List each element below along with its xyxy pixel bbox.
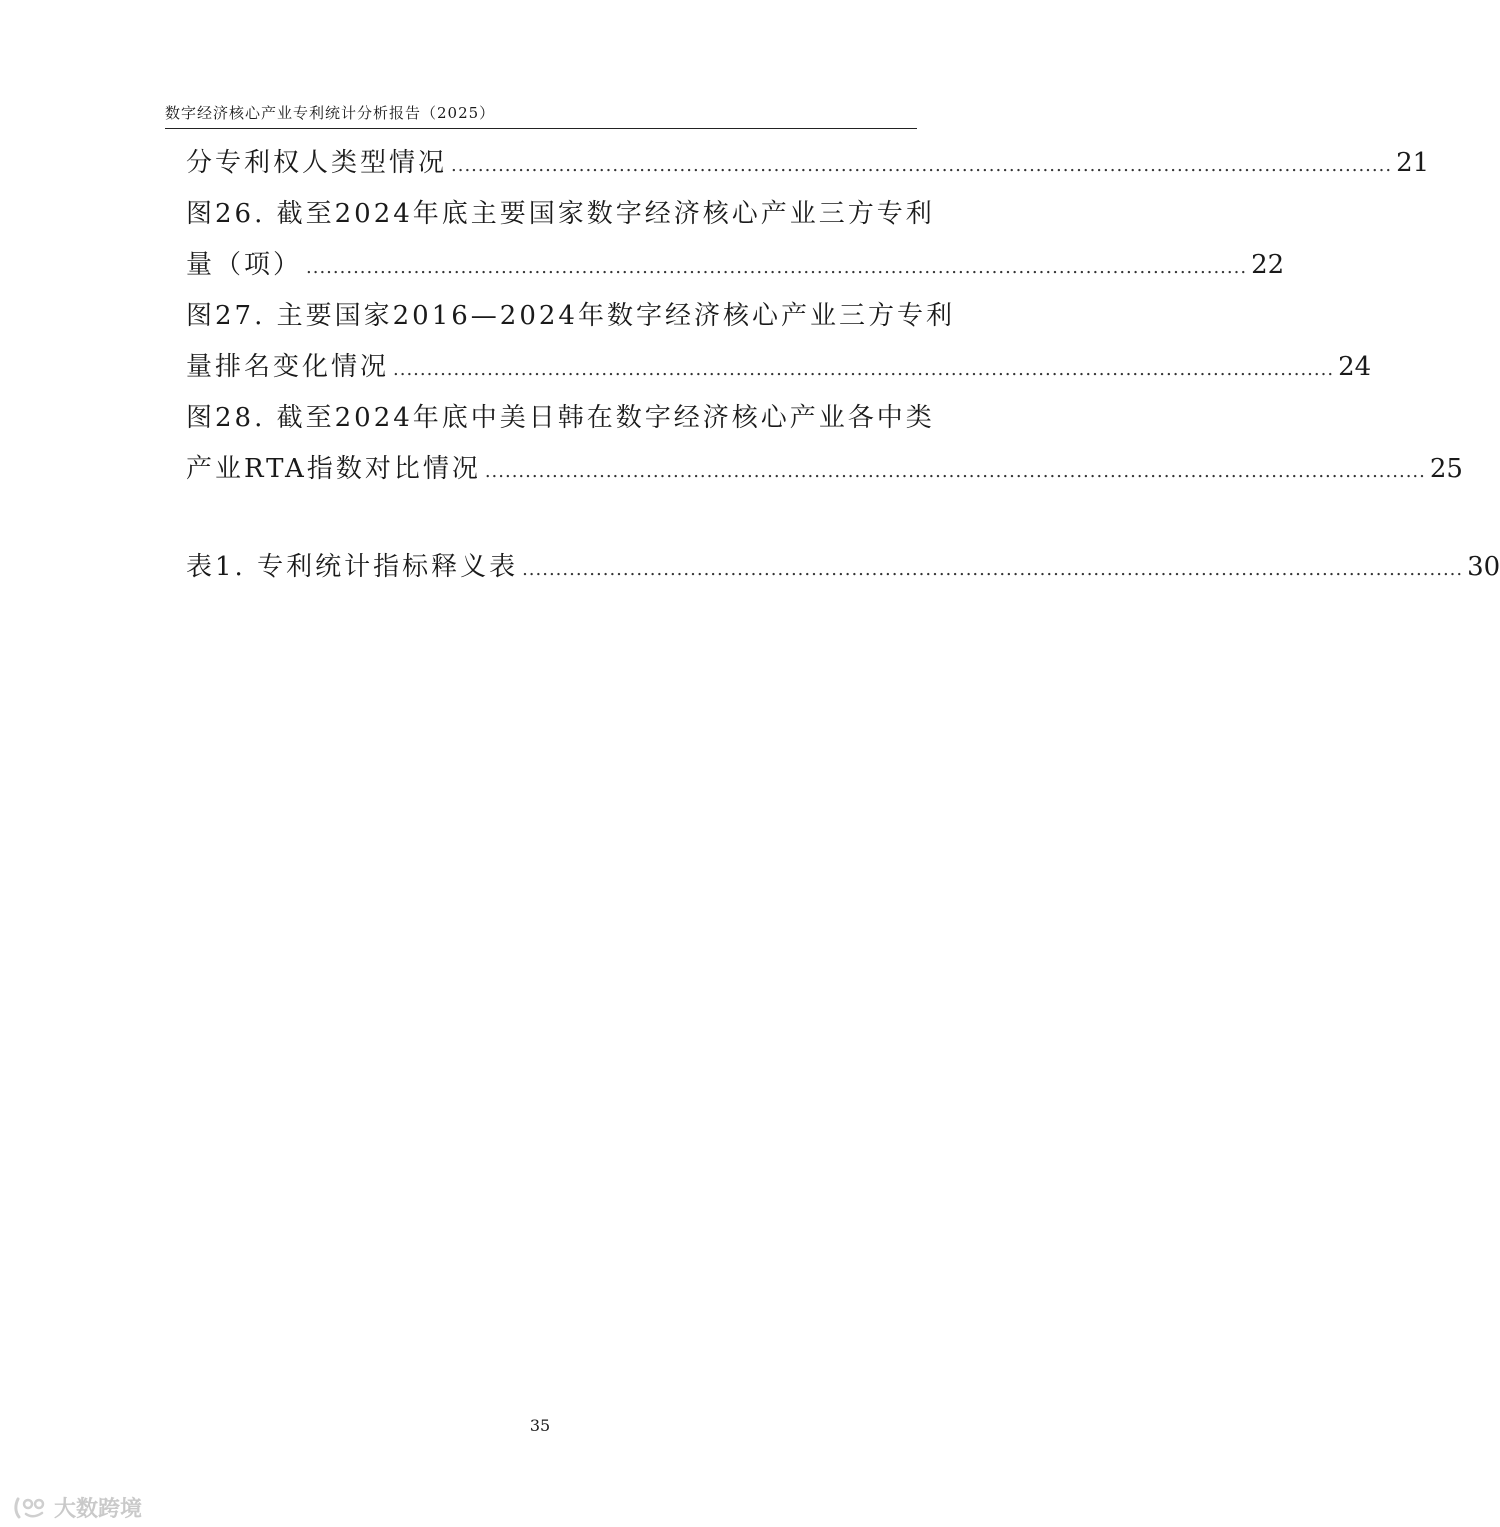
watermark-text: 大数跨境 [54, 1497, 143, 1522]
toc-entry[interactable] [186, 138, 1430, 189]
watermark [14, 1492, 142, 1523]
toc-entry-page: 22 [1251, 250, 1285, 280]
toc-entry-page: 24 [1338, 352, 1372, 382]
toc-leader: ............................................................................................................................................ [393, 359, 1335, 380]
toc-entry[interactable] [186, 240, 1285, 291]
toc-entry[interactable] [186, 342, 1372, 393]
section-gap [186, 495, 916, 542]
toc-entry-title: 图26. 截至2024年底主要国家数字经济核心产业三方专利 [186, 199, 935, 229]
toc-entry-title-continued: 量排名变化情况 [186, 352, 390, 382]
toc-entry-line[interactable] [186, 393, 935, 444]
toc-entry-page: 30 [1467, 552, 1500, 582]
table-of-contents [186, 138, 1500, 593]
toc-entry-line[interactable] [186, 189, 935, 240]
running-header [165, 100, 917, 129]
toc-entry-title: 图28. 截至2024年底中美日韩在数字经济核心产业各中类 [186, 403, 935, 433]
toc-entry-title: 分专利权人类型情况 [186, 148, 448, 178]
toc-leader: ............................................................................................................................................ [484, 461, 1426, 482]
toc-entry-title: 表1. 专利统计指标释义表 [186, 552, 519, 582]
toc-entry-line[interactable] [186, 291, 955, 342]
toc-leader: ............................................................................................................................................ [306, 257, 1248, 278]
toc-leader: ............................................................................................................................................ [522, 559, 1464, 580]
logo-icon [14, 1495, 48, 1521]
page-number: 35 [529, 1416, 551, 1435]
toc-entry-title-continued: 产业RTA指数对比情况 [186, 454, 481, 484]
toc-entry-title: 图27. 主要国家2016—2024年数字经济核心产业三方专利 [186, 301, 955, 331]
toc-leader: ............................................................................................................................................ [451, 155, 1393, 176]
toc-entry-page: 25 [1429, 454, 1463, 484]
header-title: 数字经济核心产业专利统计分析报告（2025） [165, 104, 496, 122]
toc-entry-page: 21 [1396, 148, 1430, 178]
toc-entry[interactable] [186, 444, 1463, 495]
toc-entry[interactable] [186, 542, 1500, 593]
toc-entry-title-continued: 量（项） [186, 250, 303, 280]
